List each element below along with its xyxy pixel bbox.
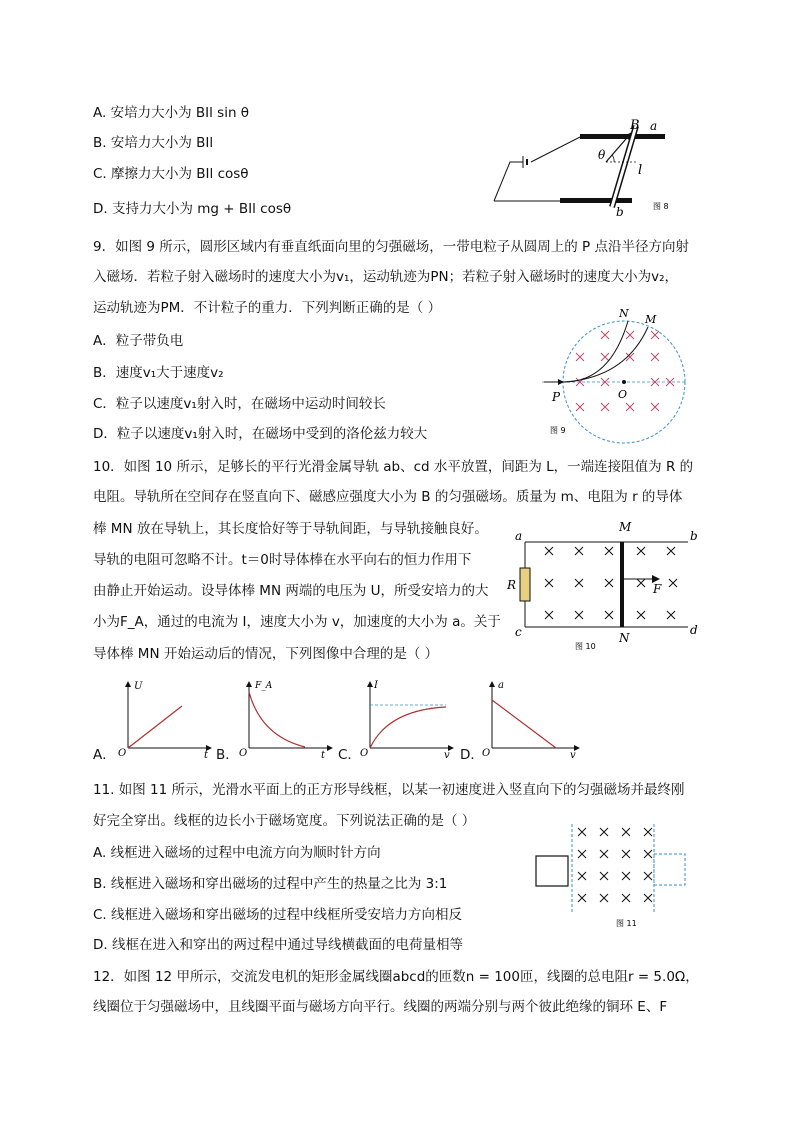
q9-stem-line2: 入磁场．若粒子射入磁场时的速度大小为v₁，运动轨迹为PN；若粒子射入磁场时的速度大小为v₂， xyxy=(93,269,679,285)
figure-9 xyxy=(530,300,700,445)
field-cross-icon xyxy=(644,850,652,858)
q10-stem-line1: 10．如图 10 所示，足够长的平行光滑金属导轨 ab、cd 水平放置，间距为 L，一端连接阻值为 R 的 xyxy=(93,459,694,475)
field-cross-icon xyxy=(575,611,583,619)
field-cross-icon xyxy=(637,579,645,587)
field-cross-icon xyxy=(605,579,613,587)
q8-option-c: C. 摩擦力大小为 BIl cosθ xyxy=(93,166,249,182)
field-cross-icon xyxy=(605,547,613,555)
field-cross-icon xyxy=(578,872,586,880)
fig10-label-a: a xyxy=(515,529,523,543)
field-cross-icon xyxy=(669,579,677,587)
q11-option-d: D. 线框在进入和穿出的两过程中通过导线横截面的电荷量相等 xyxy=(93,937,463,953)
q10-stem-line7: 导体棒 MN 开始运动后的情况，下列图像中合理的是（ ） xyxy=(93,646,439,662)
fig9-label-N: N xyxy=(619,307,629,320)
fig8-label-b: b xyxy=(616,205,624,219)
q9-option-d: D．粒子以速度v₁射入时，在磁场中受到的洛伦兹力较大 xyxy=(93,426,428,442)
q11-option-c: C. 线框进入磁场和穿出磁场的过程中线框所受安培力方向相反 xyxy=(93,907,463,923)
q8-option-a: A. 安培力大小为 BIl sin θ xyxy=(93,105,250,121)
q8-option-d: D. 支持力大小为 mg + BIl cosθ xyxy=(93,201,292,217)
field-cross-icon xyxy=(578,894,586,902)
graph-b-y-label: F_A xyxy=(255,681,273,691)
field-cross-icon xyxy=(605,611,613,619)
q11-stem-line1: 11. 如图 11 所示，光滑水平面上的正方形导线框，以某一初速度进入竖直向下的匀强磁场并最终刚 xyxy=(93,782,685,798)
field-cross-icon xyxy=(622,850,630,858)
fig9-label-M: M xyxy=(645,313,657,326)
fig8-label-theta: θ xyxy=(598,148,606,162)
q9-option-c: C．粒子以速度v₁射入时，在磁场中运动时间较长 xyxy=(93,396,386,412)
fig8-label-l: l xyxy=(638,163,643,178)
field-cross-icon xyxy=(600,894,608,902)
field-cross-icon xyxy=(637,611,645,619)
field-cross-icon xyxy=(545,547,553,555)
q10-stem-line2: 电阻。导轨所在空间存在竖直向下、磁感应强度大小为 B 的匀强磁场。质量为 m、电阻为 r 的导体 xyxy=(93,489,683,505)
q11-stem-line2: 好完全穿出。线框的边长小于磁场宽度。下列说法正确的是（ ） xyxy=(93,813,476,829)
graph-c-x-label: v xyxy=(444,750,450,761)
fig8-caption: 图 8 xyxy=(653,202,669,211)
field-cross-icon xyxy=(545,579,553,587)
graph-d-x-label: v xyxy=(570,750,576,761)
field-cross-icon xyxy=(622,894,630,902)
q9-option-a: A．粒子带负电 xyxy=(93,333,184,349)
graph-b xyxy=(235,678,340,761)
field-cross-icon xyxy=(644,894,652,902)
fig9-caption: 图 9 xyxy=(550,426,566,435)
graph-d-origin: O xyxy=(482,748,491,759)
fig10-label-c: c xyxy=(515,625,522,639)
q12-stem-line1: 12．如图 12 甲所示，交流发电机的矩形金属线圈abcd的匝数n = 100匝，线圈的总电阻r = 5.0Ω， xyxy=(93,969,699,985)
field-cross-icon xyxy=(667,611,675,619)
fig10-label-R: R xyxy=(507,578,517,592)
q9-stem-line1: 9．如图 9 所示，圆形区域内有垂直纸面向里的匀强磁场，一带电粒子从圆周上的 P 点沿半径方向射 xyxy=(93,239,689,255)
q10-stem-line5: 由静止开始运动。设导体棒 MN 两端的电压为 U，所受安培力的大 xyxy=(93,583,489,599)
field-cross-icon xyxy=(576,403,584,411)
field-cross-icon xyxy=(667,547,675,555)
field-cross-icon xyxy=(600,828,608,836)
graph-c xyxy=(358,678,463,761)
graph-b-x-label: t xyxy=(321,750,326,761)
field-cross-icon xyxy=(626,403,634,411)
q10-stem-line6: 小为F_A，通过的电流为 I，速度大小为 v，加速度的大小为 a。关于 xyxy=(93,614,501,630)
graph-b-origin: O xyxy=(239,748,248,759)
field-cross-icon xyxy=(575,547,583,555)
q9-option-b: B．速度v₁大于速度v₂ xyxy=(93,365,224,381)
graph-a-x-label: t xyxy=(204,750,209,761)
field-cross-icon xyxy=(601,403,609,411)
graph-c-y-label: I xyxy=(374,680,378,691)
fig9-label-O: O xyxy=(618,388,628,401)
field-cross-icon xyxy=(600,872,608,880)
field-cross-icon xyxy=(644,872,652,880)
q10-stem-line3: 棒 MN 放在导轨上，其长度恰好等于导轨间距，与导轨接触良好。 xyxy=(93,521,488,537)
q11-option-b: B. 线框进入磁场和穿出磁场的过程中产生的热量之比为 3:1 xyxy=(93,876,448,892)
field-cross-icon xyxy=(622,872,630,880)
fig10-label-N: N xyxy=(619,631,630,645)
q11-option-a: A. 线框进入磁场的过程中电流方向为顺时针方向 xyxy=(93,845,381,861)
field-cross-icon xyxy=(601,331,609,339)
graph-d-label: D． xyxy=(460,747,484,763)
figure-11 xyxy=(532,822,697,932)
fig9-label-P: P xyxy=(552,390,561,404)
field-cross-icon xyxy=(626,331,634,339)
fig8-label-a: a xyxy=(650,119,658,133)
figure-10 xyxy=(505,518,705,653)
fig10-caption: 图 10 xyxy=(575,642,596,651)
graph-a xyxy=(112,678,217,761)
field-cross-icon xyxy=(600,850,608,858)
graph-d xyxy=(478,678,588,761)
graph-d-y-label: a xyxy=(498,680,504,691)
field-cross-icon xyxy=(545,611,553,619)
field-cross-icon xyxy=(651,331,659,339)
graph-c-label: C． xyxy=(338,747,361,763)
q10-stem-line4: 导轨的电阻可忽略不计。t＝0时导体棒在水平向右的恒力作用下 xyxy=(93,552,472,568)
field-cross-icon xyxy=(576,353,584,361)
graph-b-label: B． xyxy=(216,747,239,763)
field-cross-icon xyxy=(644,828,652,836)
graph-c-origin: O xyxy=(360,748,369,759)
fig10-label-d: d xyxy=(690,623,698,637)
field-cross-icon xyxy=(578,850,586,858)
figure-8 xyxy=(490,112,680,222)
fig8-label-B: B xyxy=(630,118,640,133)
field-cross-icon xyxy=(601,353,609,361)
graph-a-origin: O xyxy=(118,748,127,759)
field-cross-icon xyxy=(637,547,645,555)
q12-stem-line2: 线圈位于匀强磁场中，且线圈平面与磁场方向平行。线圈的两端分别与两个彼此绝缘的铜环 E、F xyxy=(93,999,668,1015)
graph-a-label: A． xyxy=(93,747,116,763)
field-cross-icon xyxy=(578,828,586,836)
field-cross-icon xyxy=(651,353,659,361)
q8-option-b: B. 安培力大小为 BIl xyxy=(93,135,214,151)
fig10-label-F: F xyxy=(653,582,662,596)
fig10-label-M: M xyxy=(619,520,632,534)
field-cross-icon xyxy=(575,579,583,587)
fig11-caption: 图 11 xyxy=(616,919,637,928)
field-cross-icon xyxy=(622,828,630,836)
field-cross-icon xyxy=(651,403,659,411)
graph-a-y-label: U xyxy=(134,681,143,692)
fig10-label-b: b xyxy=(690,529,698,543)
q9-stem-line3: 运动轨迹为PM．不计粒子的重力．下列判断正确的是（ ） xyxy=(93,300,442,316)
